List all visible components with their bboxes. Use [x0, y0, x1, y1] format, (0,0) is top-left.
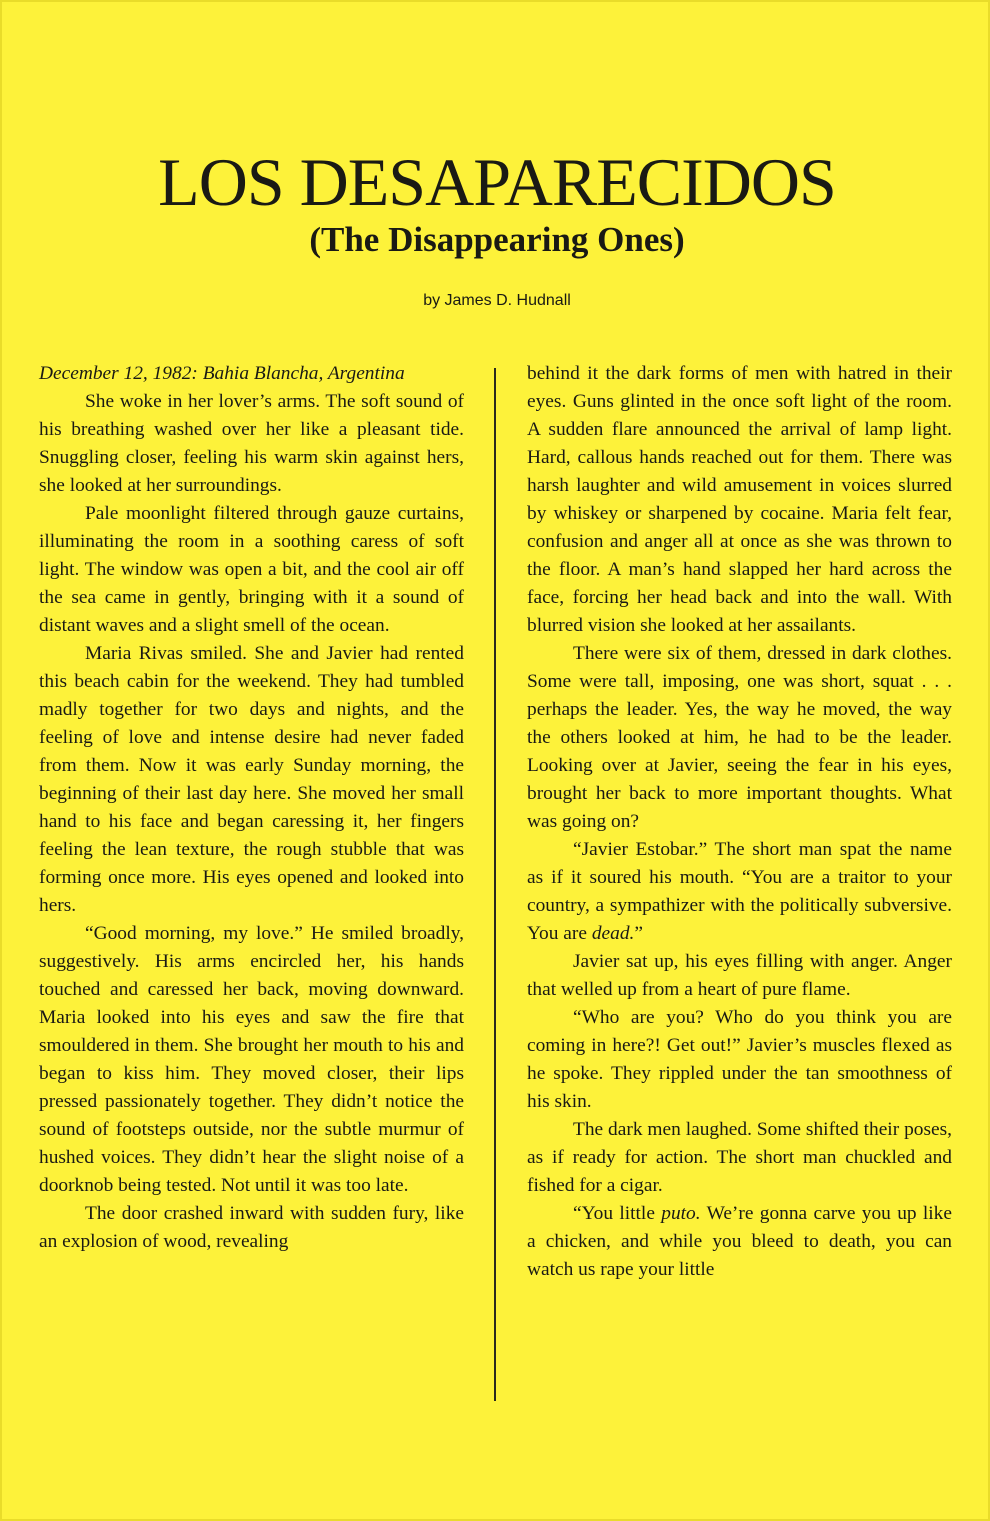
paragraph: Pale moonlight filtered through gauze curtains, illuminating the room in a soothing caress of soft light. The window was open a bit, and the cool air off the sea came in gently, bringing with it a sound of distant waves and a slight smell of the ocean.	[39, 503, 464, 636]
paragraph: Javier sat up, his eyes filling with anger. Anger that welled up from a heart of pure flame.	[527, 951, 952, 1000]
column-divider	[494, 368, 496, 1401]
paragraph: “Who are you? Who do you think you are coming in here?! Get out!” Javier’s muscles flexed as he spoke. They rippled under the tan smoothness of his skin.	[527, 1007, 952, 1112]
article-byline: by James D. Hudnall	[423, 292, 571, 309]
emphasis-text: puto.	[661, 1203, 701, 1224]
text-run: “You little	[573, 1203, 662, 1224]
paragraph	[527, 1200, 952, 1284]
emphasis-text: dead.	[591, 923, 635, 944]
text-run: “Javier Estobar.” The short man spat the name as if it soured his mouth. “You are a traitor to your country, a sympathizer with the politically subversive. You are	[527, 839, 952, 944]
paragraph: The door crashed inward with sudden fury, like an explosion of wood, revealing	[39, 1203, 464, 1252]
text-run: ”	[634, 923, 643, 944]
paragraph: She woke in her lover’s arms. The soft sound of his breathing washed over her like a pleasant tide. Snuggling closer, feeling his warm skin against hers, she looked at her surroundings.	[39, 391, 464, 496]
left-column	[39, 360, 464, 1256]
paragraph: “Good morning, my love.” He smiled broadly, suggestively. His arms encircled her, his hands touched and caressed her back, moving downward. Maria looked into his eyes and saw the fire that smouldered in them. She brought her mouth to his and began to kiss him. They moved closer, their lips pressed passionately together. They didn’t notice the sound of footsteps outside, nor the subtle murmur of hushed voices. They didn’t hear the slight noise of a doorknob being tested. Not until it was too late.	[39, 923, 464, 1196]
right-column	[527, 360, 952, 1284]
article-dateline: December 12, 1982: Bahia Blancha, Argentina	[39, 363, 405, 384]
paragraph: There were six of them, dressed in dark clothes. Some were tall, imposing, one was short, squat . . . perhaps the leader. Yes, the way he moved, the way the others looked at him, he had to be the leader. Looking over at Javier, seeing the fear in his eyes, brought her back to more important thoughts. What was going on?	[527, 643, 952, 832]
paragraph	[527, 836, 952, 948]
text-run: We’re gonna carve you up like a chicken, and while you bleed to death, you can watch us rape your little	[527, 1203, 952, 1280]
paragraph: Maria Rivas smiled. She and Javier had rented this beach cabin for the weekend. They had tumbled madly together for two days and nights, and the feeling of love and intense desire had never faded from them. Now it was early Sunday morning, the beginning of their last day here. She moved her small hand to his face and began caressing it, her fingers feeling the lean texture, the rough stubble that was forming once more. His eyes opened and looked into hers.	[39, 643, 464, 916]
paragraph: The dark men laughed. Some shifted their poses, as if ready for action. The short man chuckled and fished for a cigar.	[527, 1119, 952, 1196]
article-subtitle: (The Disappearing Ones)	[309, 220, 685, 259]
paragraph-continued: behind it the dark forms of men with hatred in their eyes. Guns glinted in the once soft light of the room. A sudden flare announced the arrival of lamp light. Hard, callous hands reached out for them. There was harsh laughter and wild amusement in voices slurred by whiskey or sharpened by cocaine. Maria felt fear, confusion and anger all at once as she was thrown to the floor. A man’s hand slapped her hard across the face, forcing her head back and into the wall. With blurred vision she looked at her assailants.	[527, 363, 952, 636]
article-title: LOS DESAPARECIDOS	[158, 144, 836, 220]
